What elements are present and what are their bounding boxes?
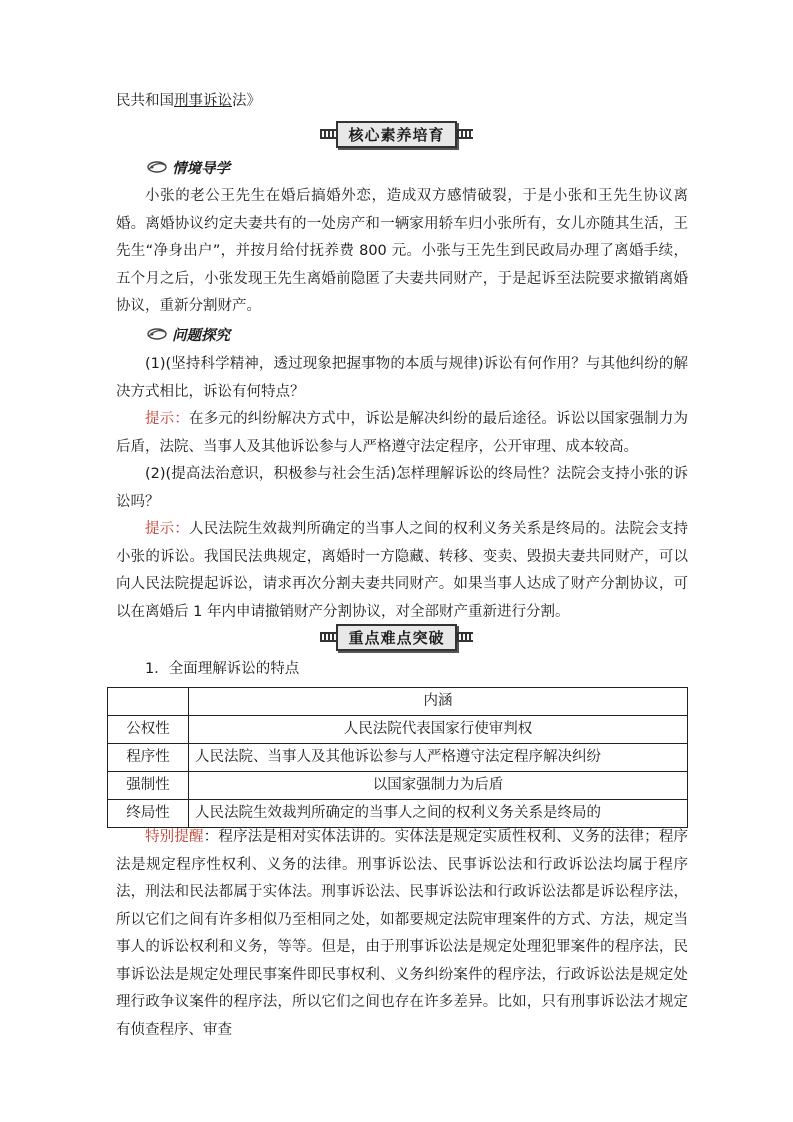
- banner-left-decoration: [320, 129, 336, 139]
- table-row: [108, 716, 688, 744]
- table-cell-content: 以国家强制力为后盾: [189, 772, 688, 800]
- banner-right-decoration: [457, 632, 473, 642]
- top-line-suffix: 法》: [232, 93, 261, 109]
- answer-1-text: 在多元的纠纷解决方式中，诉讼是解决纠纷的最后途径。诉讼以国家强制力为后盾，法院、当事人及其他诉讼参与人严格遵守法定程序，公开审理、成本较高。: [116, 411, 689, 455]
- table-cell-name: 程序性: [108, 744, 189, 772]
- table-cell-name: 强制性: [108, 772, 189, 800]
- scenario-heading: [146, 156, 230, 178]
- questions-body: [116, 351, 688, 626]
- point-1-title-wrap: [116, 656, 688, 684]
- hint-label: 提示：: [145, 411, 190, 427]
- table-header-cell: 内涵: [189, 688, 688, 716]
- leaf-icon: [146, 159, 168, 175]
- top-line: [116, 88, 688, 116]
- table-cell-content: 人民法院代表国家行使审判权: [189, 716, 688, 744]
- answer-2: [116, 516, 688, 626]
- banner-right-decoration: [457, 129, 473, 139]
- table-cell-name: 公权性: [108, 716, 189, 744]
- leaf-icon: [146, 326, 168, 342]
- features-table: [107, 687, 688, 828]
- hint-label: 提示：: [145, 521, 190, 537]
- section-banner-key: [0, 624, 793, 650]
- reminder-label: 特别提醒: [145, 829, 204, 845]
- section-title: 重点难点突破: [336, 624, 456, 651]
- section-banner-core: [0, 121, 793, 147]
- section-title: 核心素养培育: [336, 121, 456, 148]
- top-line-prefix: 民共和国: [116, 93, 174, 109]
- answer-1: [116, 406, 688, 461]
- scenario-body: [116, 183, 688, 321]
- table-cell-content: 人民法院、当事人及其他诉讼参与人严格遵守法定程序解决纠纷: [189, 744, 688, 772]
- questions-heading: [146, 323, 230, 345]
- table-row: [108, 772, 688, 800]
- question-2: (2)(提高法治意识，积极参与社会生活)怎样理解诉讼的终局性？法院会支持小张的诉讼吗？: [116, 466, 688, 510]
- questions-heading-text: 问题探究: [172, 327, 230, 344]
- reminder-text: ：程序法是相对实体法讲的。实体法是规定实质性权利、义务的法律；程序法是规定程序性权利、义务的法律。刑事诉讼法、民事诉讼法和行政诉讼法均属于程序法，刑法和民法都属于实体法。刑事诉讼法、民事诉讼法和行政诉讼法都是诉讼程序法，所以它们之间有许多相似乃至相同之处，如都要规定法院审理案件的方式、方法，规定当事人的诉讼权利和义务，等等。但是，由于刑事诉讼法是规定处理犯罪案件的程序法，民事诉讼法是规定处理民事案件即民事权利、义务纠纷案件的程序法，行政诉讼法是规定处理行政争议案件的程序法，所以它们之间也存在许多差异。比如，只有刑事诉讼法才规定有侦查程序、审查: [116, 829, 689, 1038]
- table-cell-name: 终局性: [108, 800, 189, 828]
- reminder-body: [116, 824, 688, 1044]
- table-cell-content: 人民法院生效裁判所确定的当事人之间的权利义务关系是终局的: [189, 800, 688, 828]
- top-line-link: 刑事诉讼: [174, 93, 232, 109]
- table-header-row: [108, 688, 688, 716]
- point-1-title: 1．全面理解诉讼的特点: [145, 661, 300, 677]
- table-header-cell: [108, 688, 189, 716]
- scenario-heading-text: 情境导学: [172, 160, 230, 177]
- reminder-paragraph: [116, 824, 688, 1044]
- banner-left-decoration: [320, 632, 336, 642]
- table-row: [108, 744, 688, 772]
- scenario-text: 小张的老公王先生在婚后搞婚外恋，造成双方感情破裂，于是小张和王先生协议离婚。离婚协议约定夫妻共有的一处房产和一辆家用轿车归小张所有，女儿亦随其生活，王先生“净身出户”，并按月给付抚养费 800 元。小张与王先生到民政局办理了离婚手续，五个月之后，小张发现王先生离婚前隐匿了夫妻共同财产，于是起诉至法院要求撤销离婚协议，重新分割财产。: [116, 188, 688, 314]
- answer-2-text: 人民法院生效裁判所确定的当事人之间的权利义务关系是终局的。法院会支持小张的诉讼。我国民法典规定，离婚时一方隐藏、转移、变卖、毁损夫妻共同财产，可以向人民法院提起诉讼，请求再次分割夫妻共同财产。如果当事人达成了财产分割协议，可以在离婚后 1 年内申请撤销财产分割协议，对全部财产重新进行分割。: [116, 521, 689, 620]
- question-1: (1)(坚持科学精神，透过现象把握事物的本质与规律)诉讼有何作用？与其他纠纷的解决方式相比，诉讼有何特点？: [116, 356, 688, 400]
